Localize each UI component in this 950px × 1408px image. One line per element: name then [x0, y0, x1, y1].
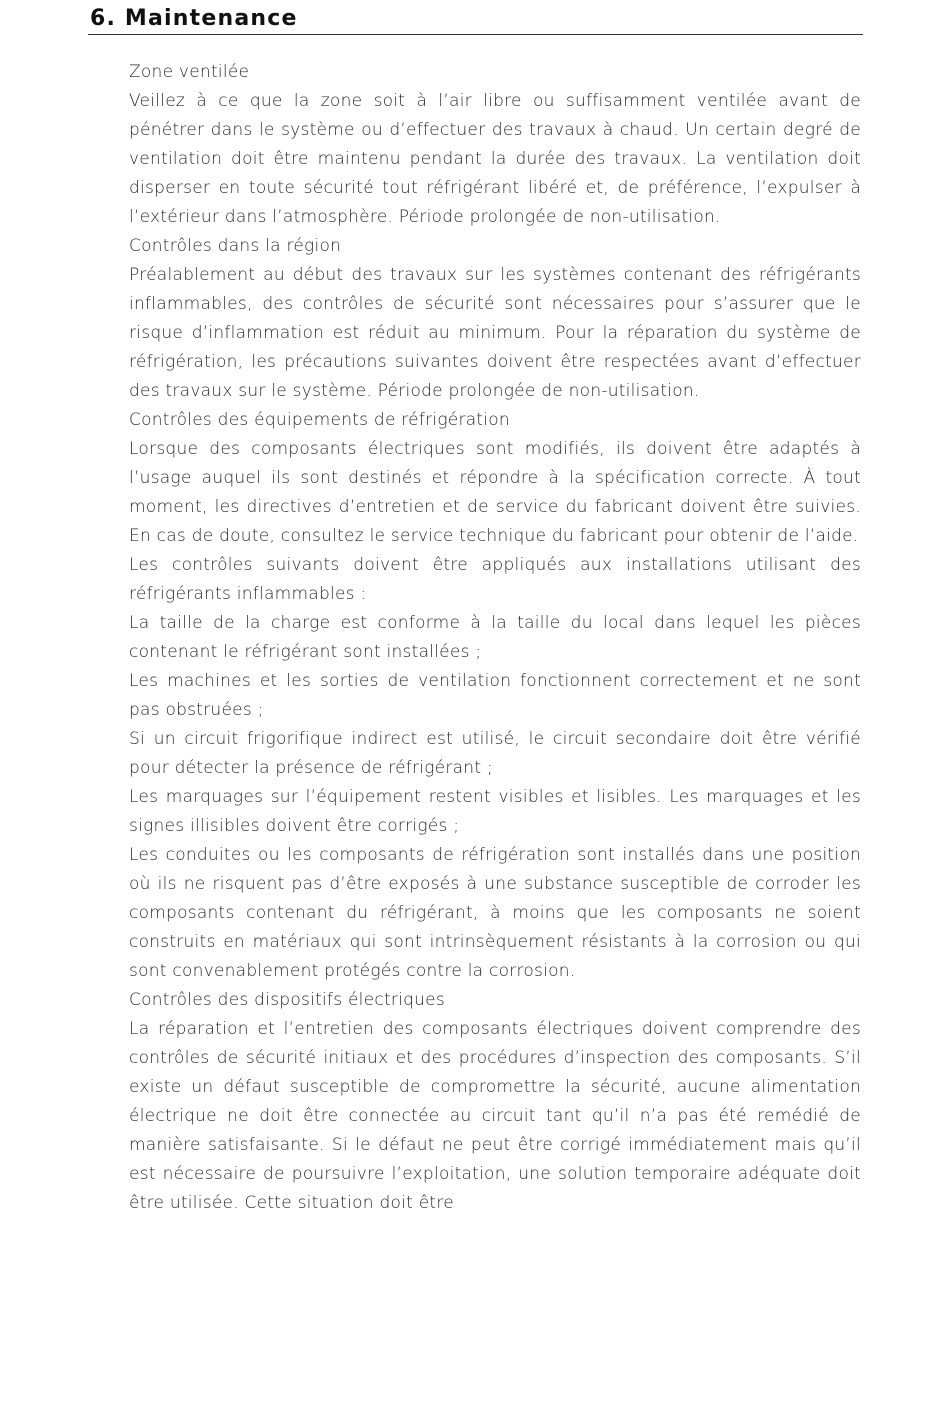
paragraph-reparation-entretien: La réparation et l’entretien des composants électriques doivent comprendre des contrôles de sécurité initiaux et des procédures d’inspection des composants. S’il existe un défaut susceptible de compromettre la sécurité, aucune alimentation électrique ne doit être connectée au circuit tant qu’il n’a pas été remédié de manière satisfaisante. Si le défaut ne peut être corrigé immédiatement mais qu’il est nécessaire de poursuivre l’exploitation, une solution temporaire adéquate doit être utilisée. Cette situation doit être: [129, 1019, 861, 1213]
section-title: 6. Maintenance: [90, 6, 298, 31]
subheading-zone-ventilee: Zone ventilée: [129, 62, 250, 82]
paragraph-circuit-indirect: Si un circuit frigorifique indirect est utilisé, le circuit secondaire doit être vérifié pour détecter la présence de réfrigérant ;: [129, 729, 861, 778]
paragraph-conduites: Les conduites ou les composants de réfrigération sont installés dans une position où ils ne risquent pas d’être exposés à une substance susceptible de corroder les composants contenant du réfrigérant, à moins que les composants ne soient construits en matériaux qui sont intrinsèquement résistants à la corrosion ou qui sont convenablement protégés contre la corrosion.: [129, 845, 861, 981]
document-body: [129, 58, 861, 1218]
subheading-dispositifs-electriques: Contrôles des dispositifs électriques: [129, 990, 445, 1010]
paragraph-controles-region: Préalablement au début des travaux sur les systèmes contenant des réfrigérants inflammables, des contrôles de sécurité sont nécessaires pour s’assurer que le risque d’inflammation est réduit au minimum. Pour la réparation du système de réfrigération, les précautions suivantes doivent être respectées avant d’effectuer des travaux sur le système. Période prolongée de non-utilisation.: [129, 265, 861, 401]
paragraph-machines-ventilation: Les machines et les sorties de ventilation fonctionnent correctement et ne sont pas obstruées ;: [129, 671, 861, 720]
subheading-controles-region: Contrôles dans la région: [129, 236, 342, 256]
page-header: [88, 4, 863, 35]
paragraph-marquages: Les marquages sur l’équipement restent visibles et lisibles. Les marquages et les signes illisibles doivent être corrigés ;: [129, 787, 861, 836]
subheading-controles-equipements: Contrôles des équipements de réfrigération: [129, 410, 510, 430]
paragraph-controles-suivants: Les contrôles suivants doivent être appliqués aux installations utilisant des réfrigérants inflammables :: [129, 555, 861, 604]
paragraph-composants-electriques: Lorsque des composants électriques sont modifiés, ils doivent être adaptés à l’usage auquel ils sont destinés et répondre à la spécification correcte. À tout moment, les directives d’entretien et de service du fabricant doivent être suivies. En cas de doute, consultez le service technique du fabricant pour obtenir de l’aide.: [129, 439, 861, 546]
paragraph-zone-ventilee: Veillez à ce que la zone soit à l’air libre ou suffisamment ventilée avant de pénétrer dans le système ou d’effectuer des travaux à chaud. Un certain degré de ventilation doit être maintenu pendant la durée des travaux. La ventilation doit disperser en toute sécurité tout réfrigérant libéré et, de préférence, l’expulser à l’extérieur dans l’atmosphère. Période prolongée de non-utilisation.: [129, 91, 861, 227]
paragraph-taille-charge: La taille de la charge est conforme à la taille du local dans lequel les pièces contenant le réfrigérant sont installées ;: [129, 613, 861, 662]
